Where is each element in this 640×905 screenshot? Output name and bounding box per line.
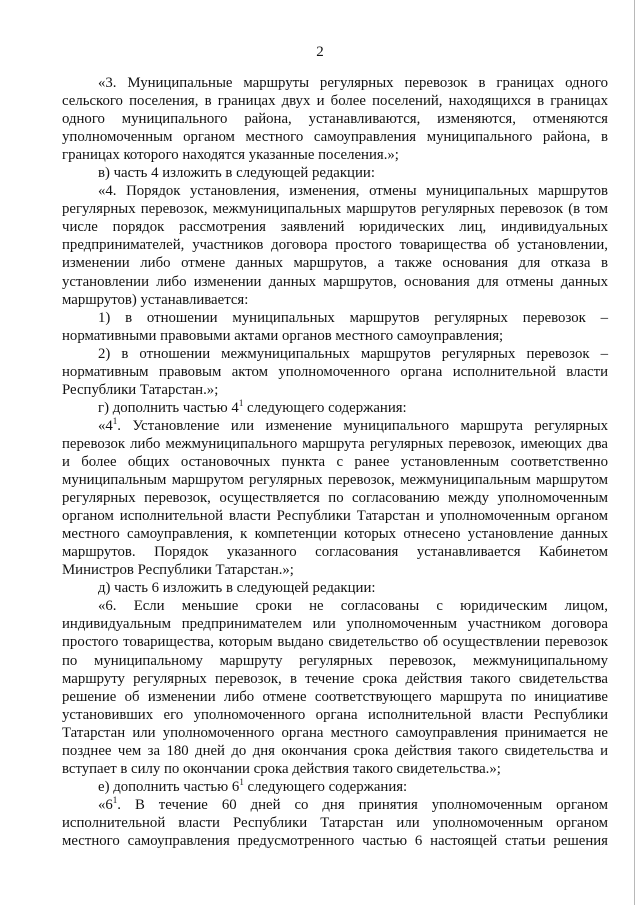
text-fragment: е) дополнить частью 6 <box>98 778 240 795</box>
paragraph-part-6: «6. Если меньшие сроки не согласованы с юридическим лицом, индивидуальным предпринимателем или уполномоченным участником договора простого товарищества, которым выдано свидетельство об осуществлении перевозок по муниципальному маршруту регулярных перевозок, межмуниципальному маршруту регулярных перевозок, в течение срока действия такого свидетельства решение об изменении либо отмене соответствующего маршрута по инициативе установивших его уполномоченного органа исполнительной власти Республики Татарстан или уполномоченного органа местного самоуправления принимается не позднее чем за 180 дней до дня окончания срока действия такого свидетельства и вступает в силу по окончании срока действия такого свидетельства.»; <box>62 598 608 777</box>
superscript: 1 <box>239 776 244 787</box>
paragraph-part-6-1 <box>62 796 608 850</box>
paragraph-item-1: 1) в отношении муниципальных маршрутов регулярных перевозок – нормативными правовыми актами органов местного самоуправления; <box>62 309 608 344</box>
text-fragment: . В течение 60 дней со дня принятия уполномоченным органом исполнительной власти Республики Татарстан или уполномоченным органом местного самоуправления предусмотренного частью 6 настоящей статьи решения <box>62 796 608 849</box>
scan-edge-line <box>634 0 635 905</box>
text-fragment: . Установление или изменение муниципального маршрута регулярных перевозок либо межмуниципального маршрута регулярных перевозок, имеющих два и более общих остановочных пункта с ранее установленным соответственно муниципальным маршрутом регулярных перевозок, межмуниципальным маршрутом регулярных перевозок, осуществляется по согласованию между уполномоченным органом исполнительной власти Республики Татарстан и уполномоченным органом местного самоуправления, к компетенции которых отнесено установление данных маршрутов. Порядок указанного согласования устанавливается Кабинетом Министров Республики Татарстан.»; <box>62 417 608 579</box>
paragraph-amend-part-6: д) часть 6 изложить в следующей редакции: <box>98 580 376 597</box>
paragraph-item-2: 2) в отношении межмуниципальных маршрутов регулярных перевозок – нормативным правовым актом уполномоченного органа исполнительной власти Республики Татарстан.»; <box>62 345 608 398</box>
superscript: 1 <box>238 397 244 408</box>
text-fragment: следующего содержания: <box>243 778 408 795</box>
page-number: 2 <box>316 44 324 60</box>
paragraph-add-part-6-1 <box>62 778 608 796</box>
paragraph-part-3: «3. Муниципальные маршруты регулярных перевозок в границах одного сельского поселения, в границах двух и более поселений, находящихся в границах одного муниципального района, устанавливаются, изменяются, отменяются уполномоченным органом местного самоуправления муниципального района, в границах которого находятся указанные поселения.»; <box>62 75 608 164</box>
paragraph-part-4: «4. Порядок установления, изменения, отмены муниципальных маршрутов регулярных перевозок, межмуниципальных маршрутов регулярных перевозок (в том числе порядок рассмотрения заявлений юридических лиц, индивидуальных предпринимателей, участников договора простого товарищества об установлении, изменении либо отмене данных маршрутов, а также основания для отказа в установлении либо изменении данных маршрутов, основания для отмены данных маршрутов) устанавливается: <box>62 183 608 308</box>
paragraph-amend-part-4: в) часть 4 изложить в следующей редакции: <box>98 165 375 182</box>
superscript: 1 <box>112 415 118 426</box>
superscript: 1 <box>112 794 118 805</box>
document-body <box>62 74 608 850</box>
text-fragment: г) дополнить частью 4 <box>98 399 239 416</box>
text-fragment: «6 <box>98 796 113 813</box>
text-fragment: «4 <box>98 417 113 434</box>
paragraph-add-part-4-1 <box>62 399 608 417</box>
text-fragment: следующего содержания: <box>243 399 407 416</box>
paragraph-part-4-1 <box>62 417 608 579</box>
